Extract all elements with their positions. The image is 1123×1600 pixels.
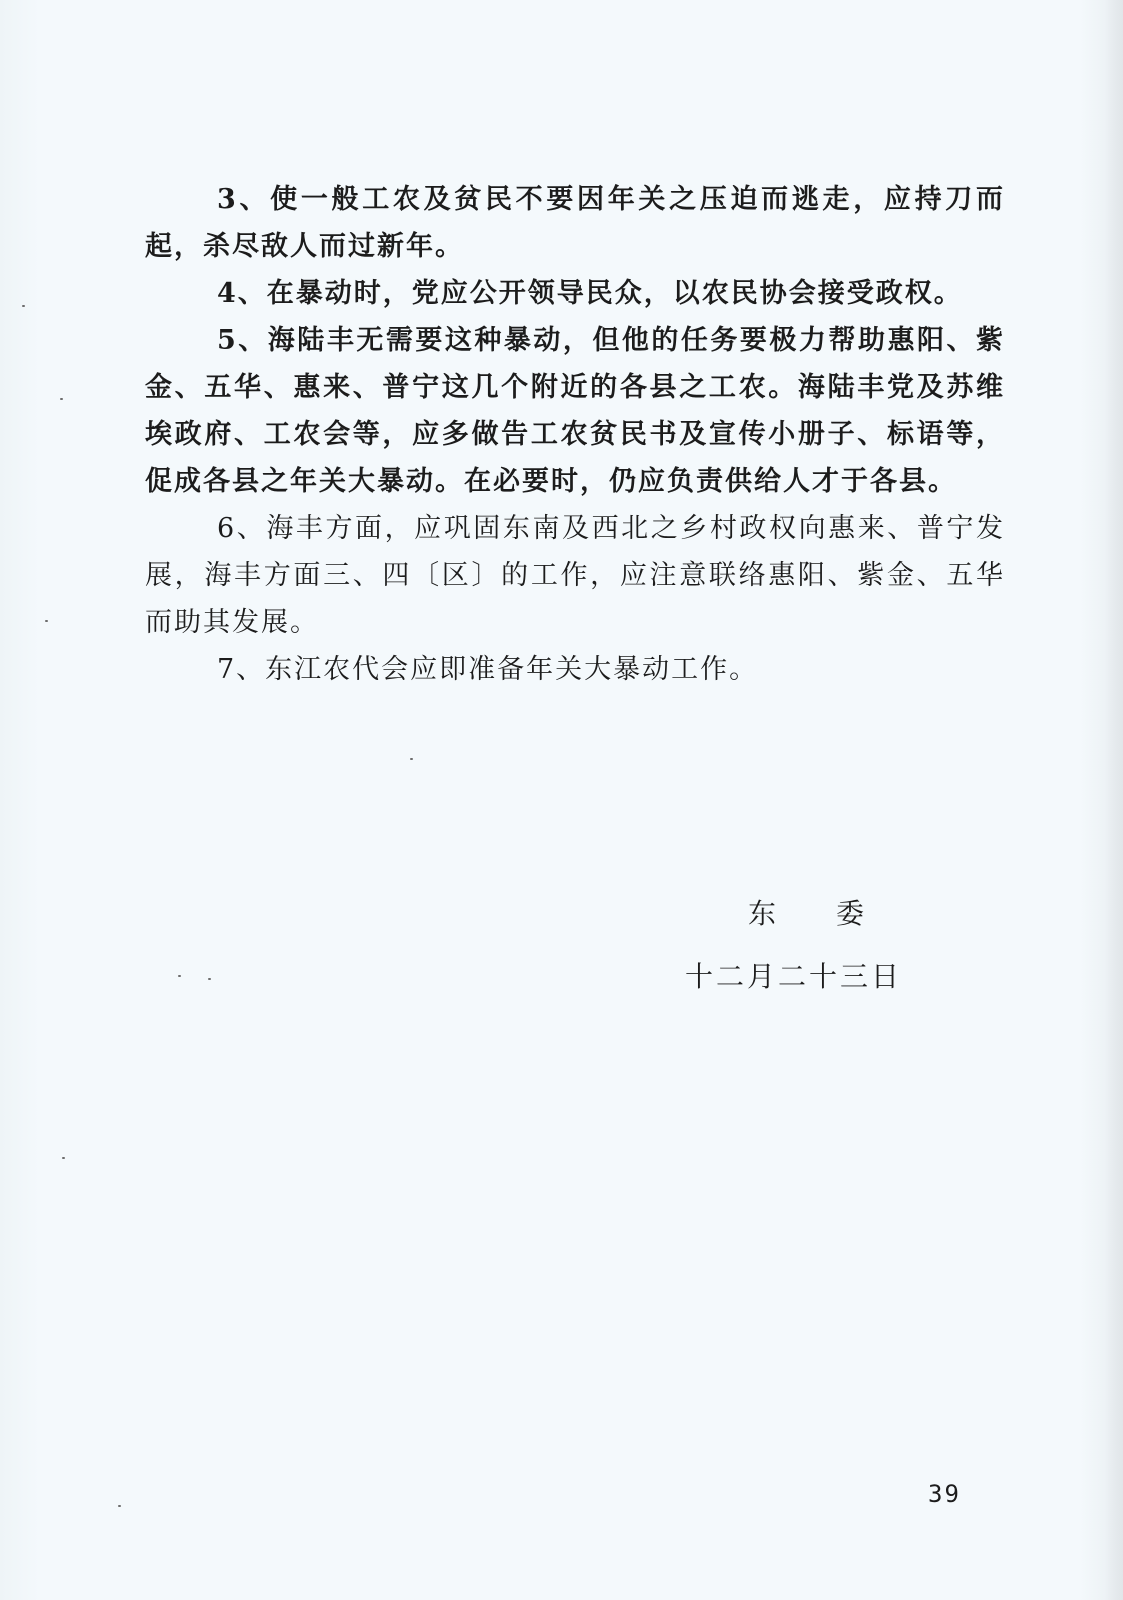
paragraph-3: 3、使一般工农及贫民不要因年关之压迫而逃走，应持刀而起，杀尽敌人而过新年。	[145, 184, 1005, 262]
paragraph-5: 5、海陆丰无需要这种暴动，但他的任务要极力帮助惠阳、紫金、五华、惠来、普宁这几个附近的各县之工农。海陆丰党及苏维埃政府、工农会等，应多做告工农贫民书及宣传小册子、标语等，促成各县之年关大暴动。在必要时，仍应负责供给人才于各县。	[145, 325, 1005, 497]
paragraph-4: 4、在暴动时，党应公开领导民众，以农民协会接受政权。	[217, 278, 963, 309]
page-edge-shadow	[1105, 0, 1123, 1600]
page-number: 39	[928, 1480, 961, 1508]
signature-date: 十二月二十三日	[685, 960, 903, 993]
scan-speck	[60, 398, 63, 400]
scan-speck	[45, 620, 48, 622]
paragraph-6: 6、海丰方面，应巩固东南及西北之乡村政权向惠来、普宁发展，海丰方面三、四〔区〕的工作，应注意联络惠阳、紫金、五华而助其发展。	[145, 513, 1005, 638]
paragraph-7: 7、东江农代会应即准备年关大暴动工作。	[217, 654, 759, 685]
scan-speck	[208, 978, 211, 980]
scan-speck	[118, 1505, 121, 1507]
scan-speck	[410, 758, 413, 760]
scan-speck	[62, 1157, 65, 1159]
signature-organization: 东委	[748, 897, 925, 930]
scan-speck	[22, 305, 25, 307]
document-body	[145, 176, 1005, 693]
scan-speck	[178, 975, 181, 977]
